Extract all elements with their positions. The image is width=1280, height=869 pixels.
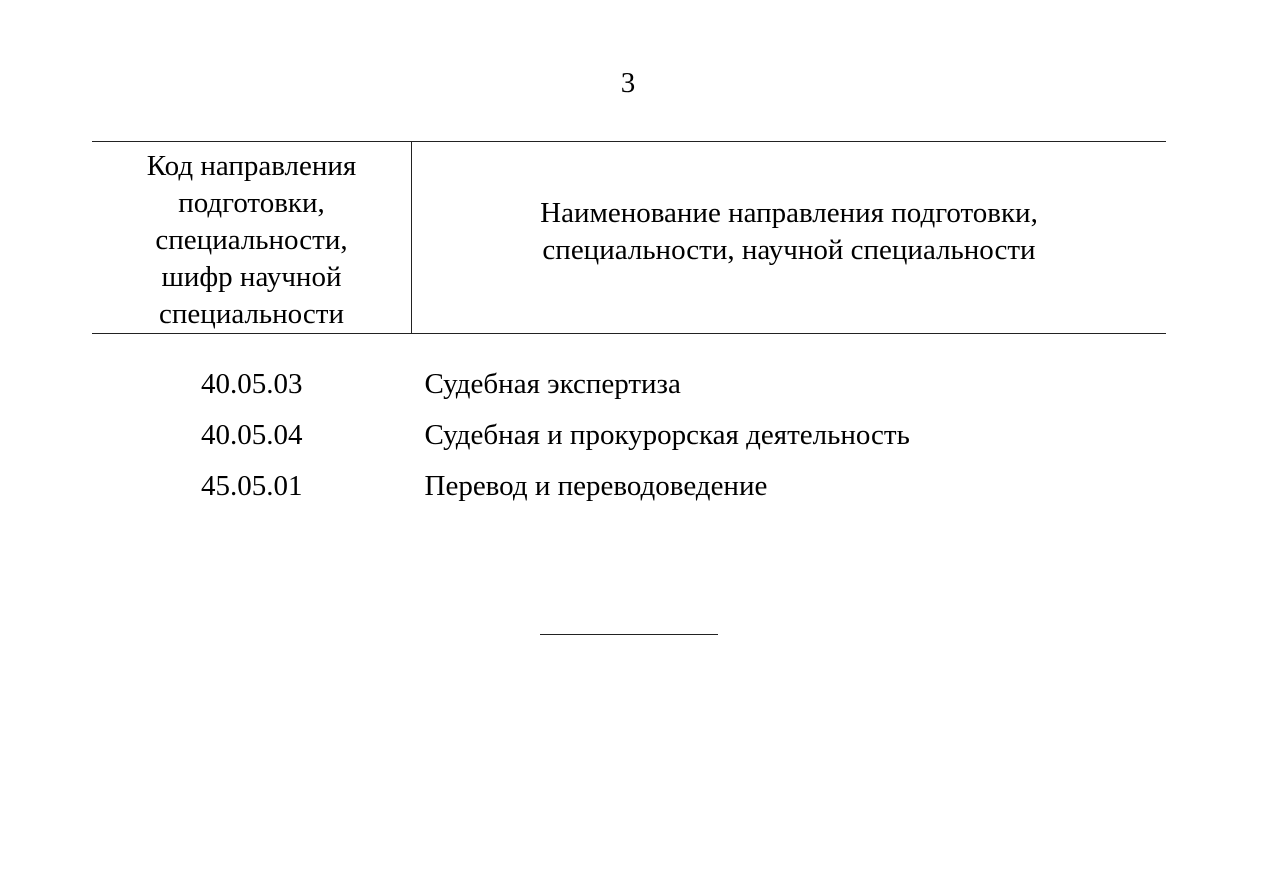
header-code-line: Код направления	[146, 150, 357, 182]
table-row	[92, 461, 1166, 512]
header-row	[92, 142, 1166, 334]
row-code: 40.05.03	[201, 368, 303, 400]
table-header	[92, 142, 1166, 334]
row-name: Перевод и переводоведение	[424, 470, 768, 502]
row-code: 40.05.04	[201, 419, 303, 451]
header-name-line: специальности, научной специальности	[542, 233, 1036, 266]
header-code-column	[92, 142, 412, 334]
row-name: Судебная экспертиза	[424, 368, 681, 400]
header-name-column	[412, 142, 1167, 334]
specialties-table	[92, 141, 1166, 512]
header-code-line: подготовки,	[178, 187, 325, 219]
row-name: Судебная и прокурорская деятельность	[424, 419, 910, 451]
header-code-line: специальности,	[155, 224, 348, 256]
table-row	[92, 334, 1166, 411]
table-body	[92, 334, 1166, 513]
row-code: 45.05.01	[201, 470, 303, 502]
table-row	[92, 410, 1166, 461]
header-code-line: шифр научной	[161, 261, 342, 293]
closing-divider	[540, 634, 718, 635]
header-code-line: специальности	[159, 298, 344, 330]
page-number: 3	[620, 67, 636, 99]
header-name-line: Наименование направления подготовки,	[540, 196, 1038, 229]
